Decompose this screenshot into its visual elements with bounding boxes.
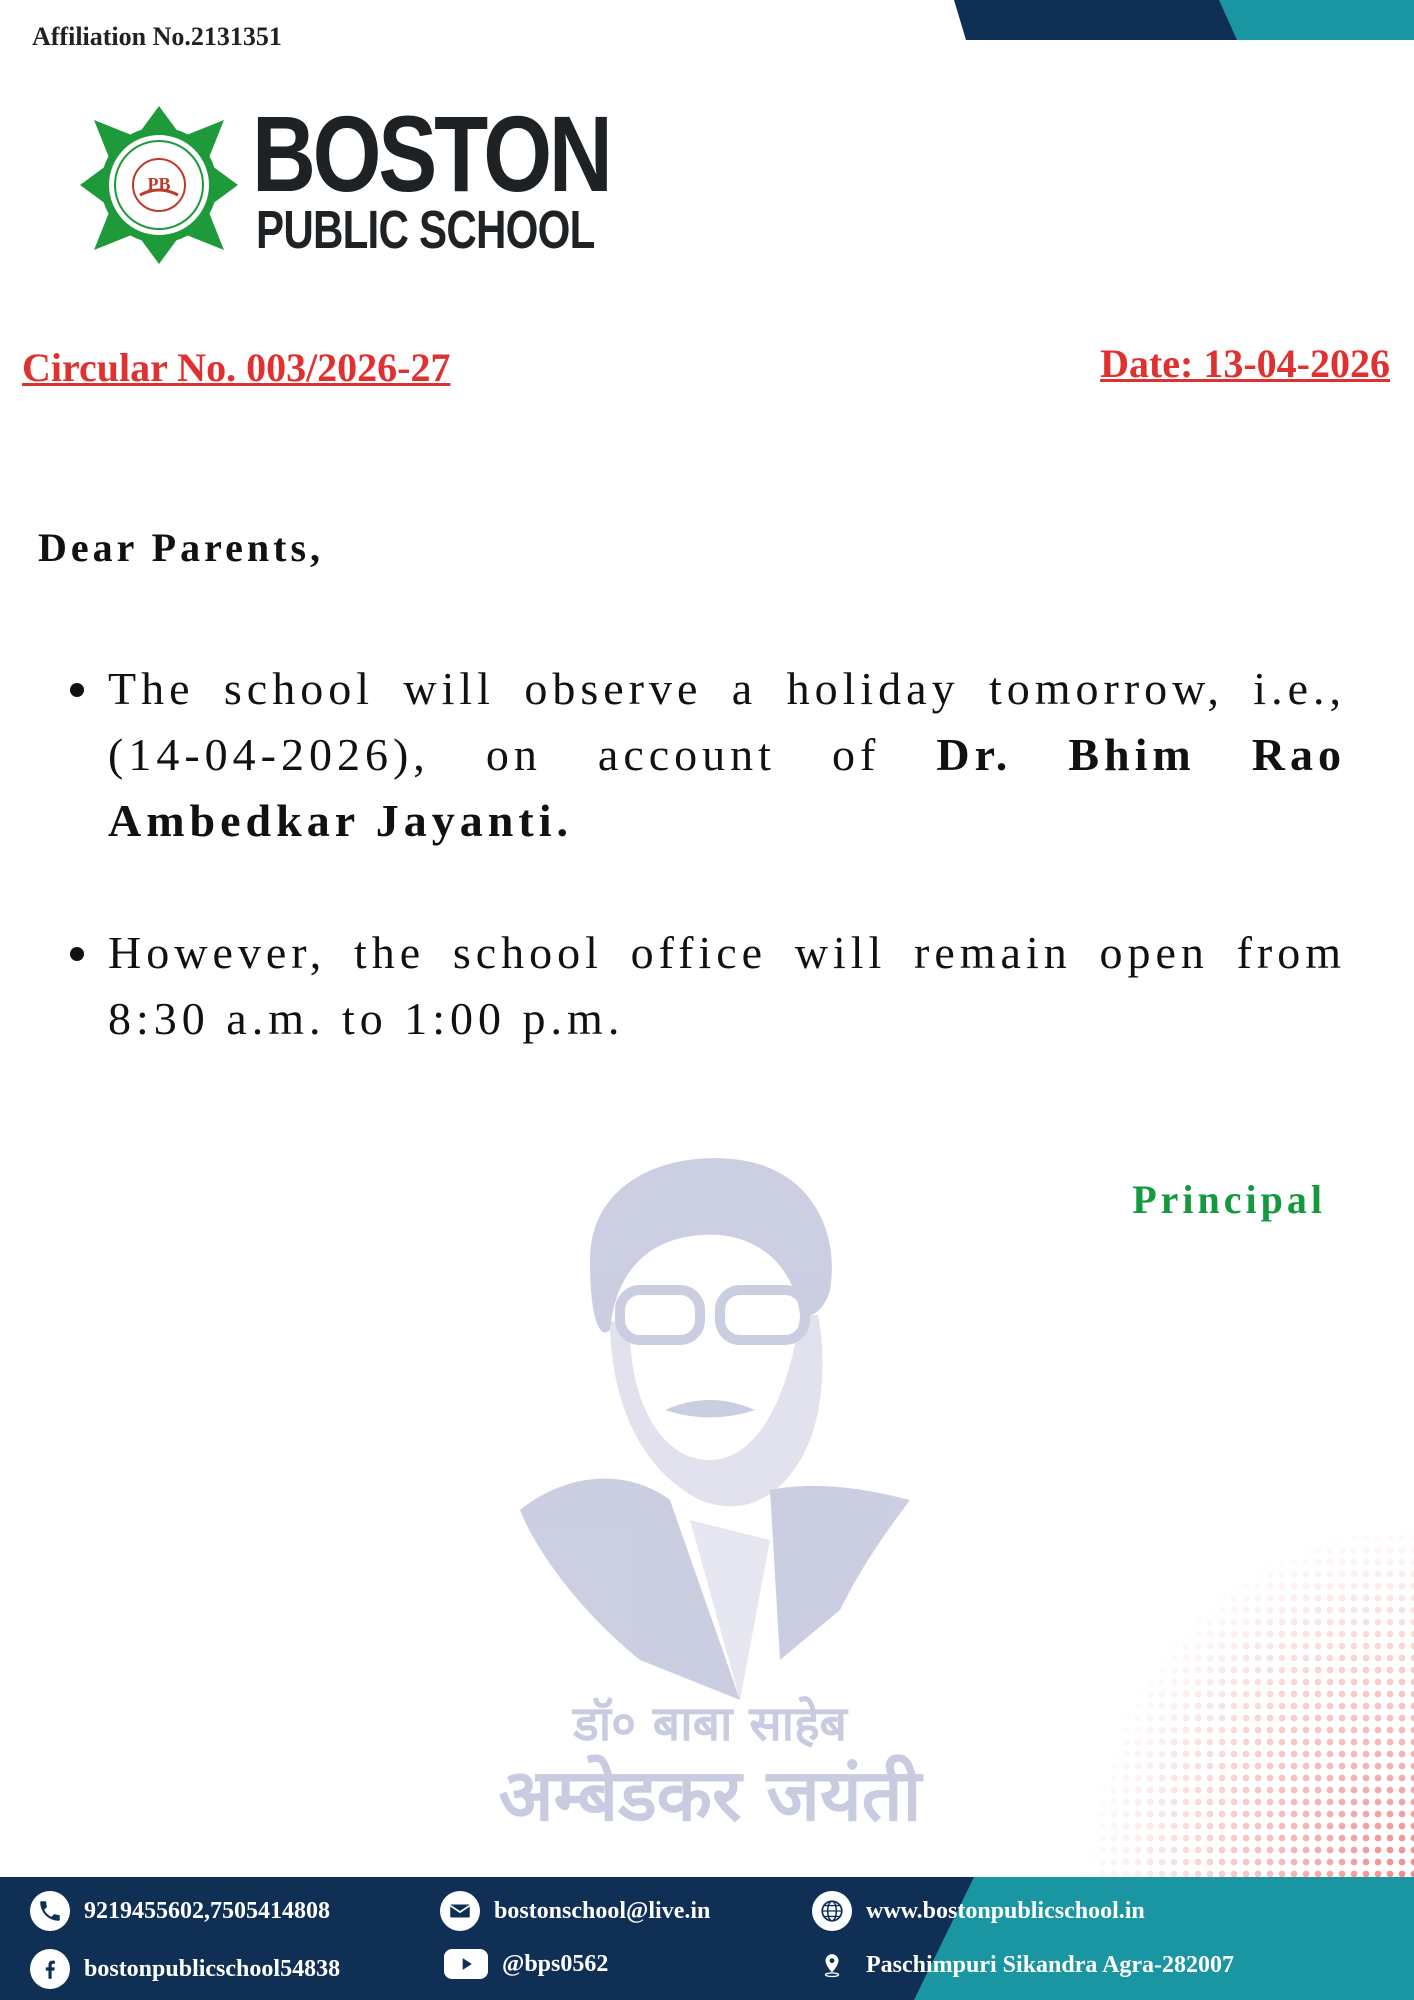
point-1-text: The school will observe a holiday tomorrow, i.e., (14-04-2026), on account of xyxy=(108,663,1346,780)
watermark-line-2: अम्बेडकर जयंती xyxy=(498,1753,922,1837)
footer-website[interactable] xyxy=(812,1891,1145,1931)
website-text: www.bostonpublicschool.in xyxy=(866,1897,1145,1924)
mail-icon xyxy=(440,1891,480,1931)
halftone-decoration xyxy=(1084,1520,1414,1880)
youtube-icon xyxy=(444,1949,488,1979)
watermark-line-1: डॉ० बाबा साहेब xyxy=(573,1696,847,1752)
youtube-text: @bps0562 xyxy=(502,1950,609,1977)
school-name: BOSTON xyxy=(252,93,610,214)
school-logo-emblem xyxy=(74,100,244,270)
phone-text: 9219455602,7505414808 xyxy=(84,1897,330,1924)
affiliation-number: Affiliation No.2131351 xyxy=(32,22,282,51)
address-text: Paschimpuri Sikandra Agra-282007 xyxy=(866,1951,1235,1978)
facebook-icon xyxy=(30,1949,70,1989)
email-text: bostonschool@live.in xyxy=(494,1897,711,1924)
location-pin-icon xyxy=(812,1945,852,1985)
globe-icon xyxy=(812,1891,852,1931)
greeting: Dear Parents, xyxy=(38,525,325,570)
bullet-icon xyxy=(70,947,84,961)
bullet-icon xyxy=(70,683,84,697)
signature-principal: Principal xyxy=(1132,1177,1326,1222)
footer-youtube[interactable] xyxy=(444,1949,608,1979)
footer-phone[interactable] xyxy=(30,1891,330,1931)
footer-email[interactable] xyxy=(440,1891,710,1931)
logo-monogram: PB xyxy=(147,174,171,194)
ambedkar-watermark-image xyxy=(440,1140,980,1840)
circular-number: Circular No. 003/2026-27 xyxy=(22,345,451,390)
header-decoration-band xyxy=(954,0,1414,40)
facebook-text: bostonpublicschool54838 xyxy=(84,1955,341,1982)
announcement-list xyxy=(60,656,1346,1118)
circular-date: Date: 13-04-2026 xyxy=(1100,341,1390,386)
point-2-text: However, the school office will remain open from 8:30 a.m. to 1:00 p.m. xyxy=(108,927,1346,1044)
list-item xyxy=(60,656,1346,854)
point-1-highlight: Dr. Bhim Rao Ambedkar Jayanti. xyxy=(108,729,1346,846)
footer-facebook[interactable] xyxy=(30,1949,340,1989)
school-subtitle: PUBLIC SCHOOL xyxy=(256,200,595,260)
phone-icon xyxy=(30,1891,70,1931)
footer-contact-bar xyxy=(0,1877,1414,2000)
list-item xyxy=(60,920,1346,1052)
footer-address xyxy=(812,1945,1234,1985)
